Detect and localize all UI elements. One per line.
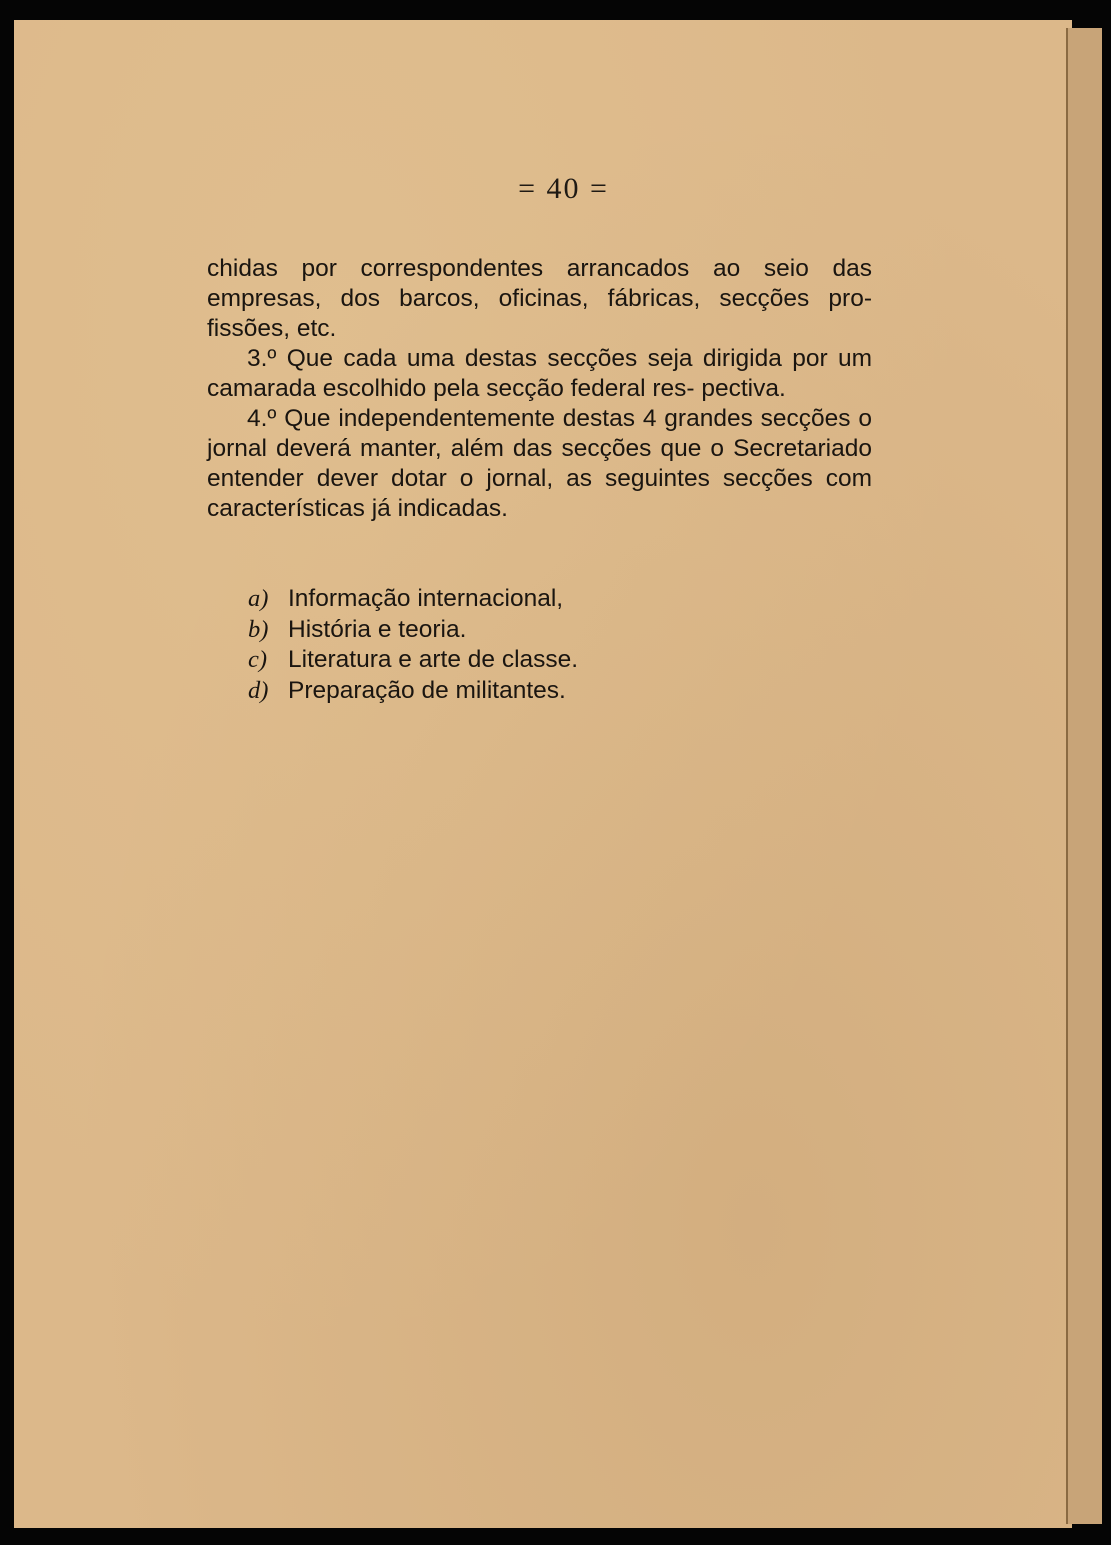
text-line: empresas, dos barcos, oficinas, fábricas, secções pro-: [207, 285, 872, 312]
text-line: chidas por correspondentes arrancados ao seio das: [207, 255, 872, 282]
list-marker: c): [248, 646, 268, 673]
list-item-text: História e teoria.: [288, 615, 467, 643]
list-item: [248, 615, 578, 646]
paragraph-item-3: [207, 344, 872, 404]
text-line: 4.º Que independentemente destas 4 grandes: [247, 405, 753, 432]
book-page: [14, 20, 1072, 1528]
text-line: fissões, etc.: [207, 315, 337, 342]
text-line: por um camarada escolhido pela secção federal res-: [207, 345, 872, 402]
adjacent-page-edge: [1066, 28, 1102, 1524]
list-item-text: Literatura e arte de classe.: [288, 646, 579, 673]
page-number: = 40 =: [518, 172, 609, 205]
list-marker: a): [248, 585, 269, 612]
text-line: seguintes secções com características já indicadas.: [207, 465, 872, 522]
list-item: [248, 584, 578, 615]
sections-list: [248, 584, 578, 706]
body-text: [207, 254, 872, 524]
list-marker: b): [248, 615, 269, 643]
text-line: secções o jornal deverá manter, além das secções: [207, 405, 873, 462]
paragraph-item-4: [207, 404, 872, 524]
text-line: 3.º Que cada uma destas secções seja dirigida: [247, 345, 782, 372]
list-marker: d): [248, 676, 269, 704]
text-line: pectiva.: [701, 375, 786, 402]
list-item: [248, 676, 578, 707]
list-item: [248, 645, 578, 676]
list-item-text: Informação internacional,: [288, 585, 564, 612]
list-item-text: Preparação de militantes.: [288, 676, 566, 704]
paragraph-continuation: [207, 254, 872, 344]
text-line: que o Secretariado entender dever dotar o jornal, as: [207, 435, 873, 492]
